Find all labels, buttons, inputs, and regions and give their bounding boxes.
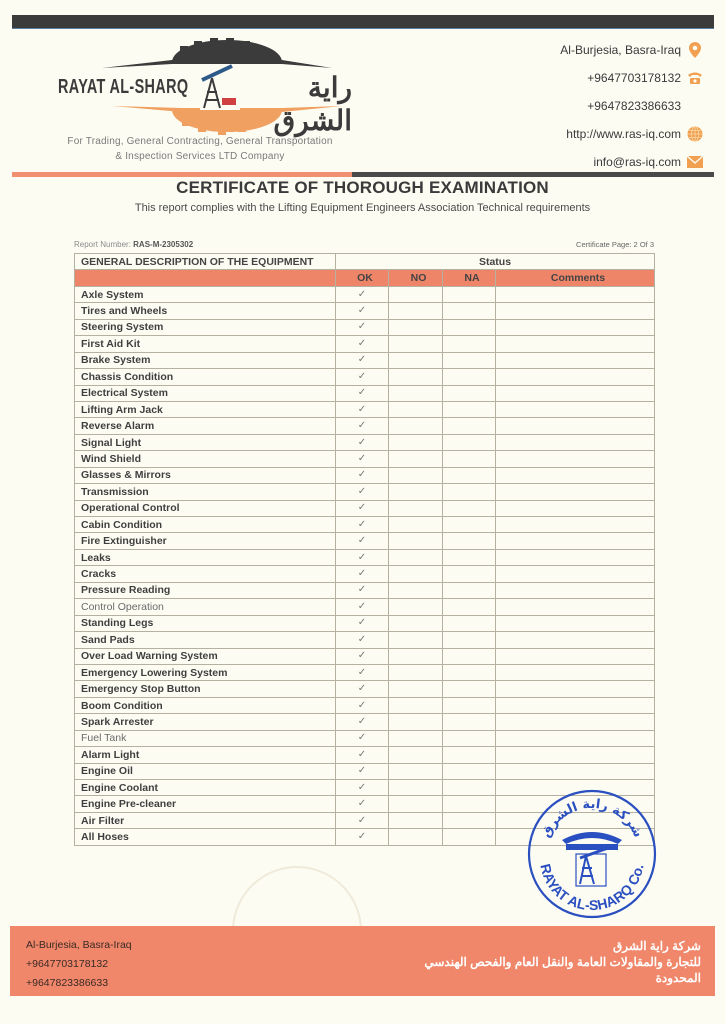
comments-cell: [496, 681, 655, 697]
table-row: [75, 517, 655, 533]
status-na-cell: [443, 681, 496, 697]
status-na-cell: [443, 418, 496, 434]
comments-cell: [496, 500, 655, 516]
status-ok-cell: ✓: [336, 730, 389, 746]
comments-cell: [496, 533, 655, 549]
certificate-title: CERTIFICATE OF THOROUGH EXAMINATION: [176, 178, 549, 197]
status-no-cell: [389, 352, 443, 368]
table-row: [75, 730, 655, 746]
equipment-item-name: Air Filter: [75, 812, 336, 828]
status-ok-cell: ✓: [336, 632, 389, 648]
equipment-item-name: Brake System: [75, 352, 336, 368]
table-row: [75, 434, 655, 450]
certificate-page-number: Certificate Page: 2 Of 3: [576, 240, 654, 249]
status-na-cell: [443, 451, 496, 467]
status-no-cell: [389, 763, 443, 779]
equipment-item-name: Sand Pads: [75, 632, 336, 648]
comments-cell: [496, 697, 655, 713]
table-row: [75, 336, 655, 352]
equipment-rows: [75, 286, 655, 845]
table-row: [75, 500, 655, 516]
equipment-item-name: Emergency Stop Button: [75, 681, 336, 697]
status-no-cell: [389, 500, 443, 516]
company-tagline: [40, 134, 360, 164]
comments-cell: [496, 467, 655, 483]
status-na-cell: [443, 829, 496, 845]
comments-cell: [496, 648, 655, 664]
status-ok-cell: ✓: [336, 385, 389, 401]
status-ok-cell: ✓: [336, 336, 389, 352]
table-row: [75, 303, 655, 319]
status-na-cell: [443, 385, 496, 401]
status-na-cell: [443, 747, 496, 763]
status-na-cell: [443, 533, 496, 549]
contact-info: [473, 36, 703, 176]
status-no-cell: [389, 747, 443, 763]
table-row: [75, 484, 655, 500]
comments-cell: [496, 615, 655, 631]
status-na-cell: [443, 336, 496, 352]
status-na-cell: [443, 484, 496, 500]
status-no-cell: [389, 286, 443, 302]
tagline-line-1: For Trading, General Contracting, General Transportation: [67, 136, 333, 147]
equipment-item-name: Standing Legs: [75, 615, 336, 631]
status-no-cell: [389, 829, 443, 845]
comments-cell: [496, 434, 655, 450]
status-ok-cell: ✓: [336, 549, 389, 565]
website-link[interactable]: http://www.ras-iq.com: [566, 127, 681, 141]
status-na-cell: [443, 352, 496, 368]
table-row: [75, 401, 655, 417]
status-no-cell: [389, 369, 443, 385]
footer-phone-1[interactable]: +9647703178132: [26, 958, 109, 970]
stamp-text-en: RAYAT AL-SHARQ Co.: [537, 862, 647, 914]
envelope-icon: [687, 154, 703, 170]
status-no-cell: [389, 582, 443, 598]
contact-phone-2: [473, 92, 703, 120]
table-row: [75, 319, 655, 335]
equipment-item-name: Engine Oil: [75, 763, 336, 779]
table-row: [75, 714, 655, 730]
status-ok-cell: ✓: [336, 286, 389, 302]
header-ok: OK: [336, 270, 389, 286]
status-no-cell: [389, 681, 443, 697]
status-na-cell: [443, 796, 496, 812]
status-no-cell: [389, 632, 443, 648]
contact-website: [473, 120, 703, 148]
status-ok-cell: ✓: [336, 648, 389, 664]
location-pin-icon: [687, 42, 703, 58]
status-na-cell: [443, 730, 496, 746]
comments-cell: [496, 747, 655, 763]
status-na-cell: [443, 632, 496, 648]
status-no-cell: [389, 385, 443, 401]
status-na-cell: [443, 319, 496, 335]
status-ok-cell: ✓: [336, 500, 389, 516]
status-na-cell: [443, 648, 496, 664]
comments-cell: [496, 385, 655, 401]
status-no-cell: [389, 812, 443, 828]
equipment-item-name: Fuel Tank: [75, 730, 336, 746]
table-row: [75, 451, 655, 467]
equipment-item-name: Control Operation: [75, 599, 336, 615]
status-no-cell: [389, 451, 443, 467]
status-no-cell: [389, 615, 443, 631]
status-na-cell: [443, 303, 496, 319]
header-no: NO: [389, 270, 443, 286]
status-na-cell: [443, 615, 496, 631]
status-ok-cell: ✓: [336, 533, 389, 549]
status-ok-cell: ✓: [336, 780, 389, 796]
equipment-item-name: Reverse Alarm: [75, 418, 336, 434]
equipment-item-name: First Aid Kit: [75, 336, 336, 352]
phone-2-text[interactable]: +9647823386633: [587, 99, 681, 113]
status-no-cell: [389, 418, 443, 434]
footer-arabic-name: [424, 938, 701, 986]
comments-cell: [496, 451, 655, 467]
comments-cell: [496, 418, 655, 434]
equipment-item-name: Cabin Condition: [75, 517, 336, 533]
status-ok-cell: ✓: [336, 582, 389, 598]
status-no-cell: [389, 549, 443, 565]
comments-cell: [496, 484, 655, 500]
table-row: [75, 533, 655, 549]
status-na-cell: [443, 780, 496, 796]
status-na-cell: [443, 812, 496, 828]
footer-bar: [10, 926, 715, 996]
company-name-ar: راية الشرق: [273, 72, 352, 136]
table-row: [75, 681, 655, 697]
telephone-icon: [687, 70, 703, 86]
status-na-cell: [443, 286, 496, 302]
status-no-cell: [389, 796, 443, 812]
status-ok-cell: ✓: [336, 599, 389, 615]
comments-cell: [496, 303, 655, 319]
status-ok-cell: ✓: [336, 484, 389, 500]
footer-address: Al-Burjesia, Basra-Iraq: [26, 939, 132, 951]
certificate-subtitle: This report complies with the Lifting Equipment Engineers Association Technical requirements: [134, 202, 591, 214]
status-no-cell: [389, 664, 443, 680]
status-na-cell: [443, 664, 496, 680]
comments-cell: [496, 369, 655, 385]
equipment-item-name: Wind Shield: [75, 451, 336, 467]
status-no-cell: [389, 780, 443, 796]
equipment-item-name: Boom Condition: [75, 697, 336, 713]
table-row: [75, 369, 655, 385]
status-no-cell: [389, 533, 443, 549]
header-top-bar: [12, 15, 714, 29]
equipment-item-name: Steering System: [75, 319, 336, 335]
company-logo: [52, 36, 352, 136]
equipment-status-table: [74, 253, 655, 846]
equipment-item-name: Axle System: [75, 286, 336, 302]
comments-cell: [496, 632, 655, 648]
email-link[interactable]: info@ras-iq.com: [593, 155, 681, 169]
status-na-cell: [443, 500, 496, 516]
status-ok-cell: ✓: [336, 434, 389, 450]
status-no-cell: [389, 434, 443, 450]
status-na-cell: [443, 599, 496, 615]
status-no-cell: [389, 303, 443, 319]
report-number-value: RAS-M-2305302: [133, 240, 194, 249]
status-no-cell: [389, 467, 443, 483]
status-na-cell: [443, 517, 496, 533]
equipment-item-name: Signal Light: [75, 434, 336, 450]
status-ok-cell: ✓: [336, 517, 389, 533]
table-row: [75, 418, 655, 434]
equipment-item-name: Chassis Condition: [75, 369, 336, 385]
equipment-item-name: Engine Pre-cleaner: [75, 796, 336, 812]
status-no-cell: [389, 319, 443, 335]
status-na-cell: [443, 467, 496, 483]
comments-cell: [496, 517, 655, 533]
equipment-item-name: Engine Coolant: [75, 780, 336, 796]
table-row: [75, 385, 655, 401]
status-na-cell: [443, 566, 496, 582]
table-row: [75, 615, 655, 631]
company-name-en: RAYAT AL-SHARQ: [58, 76, 189, 98]
footer-phone-2[interactable]: +9647823386633: [26, 977, 109, 989]
status-ok-cell: ✓: [336, 303, 389, 319]
report-number: [74, 240, 193, 249]
status-na-cell: [443, 369, 496, 385]
status-ok-cell: ✓: [336, 747, 389, 763]
header-status: Status: [336, 254, 655, 270]
header-separator-orange: [12, 172, 352, 177]
report-number-label: Report Number:: [74, 240, 134, 249]
status-ok-cell: ✓: [336, 615, 389, 631]
table-row: [75, 664, 655, 680]
equipment-item-name: Operational Control: [75, 500, 336, 516]
status-no-cell: [389, 566, 443, 582]
status-no-cell: [389, 730, 443, 746]
status-ok-cell: ✓: [336, 796, 389, 812]
status-ok-cell: ✓: [336, 319, 389, 335]
status-ok-cell: ✓: [336, 829, 389, 845]
equipment-item-name: Alarm Light: [75, 747, 336, 763]
header-separator-dark: [352, 172, 714, 177]
comments-cell: [496, 566, 655, 582]
status-ok-cell: ✓: [336, 369, 389, 385]
comments-cell: [496, 664, 655, 680]
status-na-cell: [443, 582, 496, 598]
footer-ar-line-1: شركة راية الشرق: [612, 939, 701, 953]
comments-cell: [496, 582, 655, 598]
status-no-cell: [389, 401, 443, 417]
table-row: [75, 582, 655, 598]
status-ok-cell: ✓: [336, 664, 389, 680]
header-comments: Comments: [496, 270, 655, 286]
comments-cell: [496, 714, 655, 730]
comments-cell: [496, 319, 655, 335]
status-na-cell: [443, 697, 496, 713]
phone-1-text[interactable]: +9647703178132: [587, 71, 681, 85]
comments-cell: [496, 730, 655, 746]
status-ok-cell: ✓: [336, 451, 389, 467]
status-ok-cell: ✓: [336, 812, 389, 828]
stamp-seal-icon: [526, 788, 658, 920]
status-ok-cell: ✓: [336, 467, 389, 483]
table-row: [75, 549, 655, 565]
equipment-item-name: Electrical System: [75, 385, 336, 401]
contact-address: [473, 36, 703, 64]
equipment-item-name: Glasses & Mirrors: [75, 467, 336, 483]
status-ok-cell: ✓: [336, 763, 389, 779]
status-ok-cell: ✓: [336, 714, 389, 730]
contact-phone-1: [473, 64, 703, 92]
status-no-cell: [389, 697, 443, 713]
footer-ar-line-3: المحدودة: [655, 971, 701, 985]
address-text: Al-Burjesia, Basra-Iraq: [560, 43, 681, 57]
status-na-cell: [443, 714, 496, 730]
comments-cell: [496, 336, 655, 352]
footer-contacts: [26, 936, 132, 993]
status-no-cell: [389, 517, 443, 533]
equipment-item-name: Fire Extinguisher: [75, 533, 336, 549]
comments-cell: [496, 352, 655, 368]
table-row: [75, 352, 655, 368]
status-na-cell: [443, 401, 496, 417]
table-row: [75, 566, 655, 582]
table-row: [75, 467, 655, 483]
table-row: [75, 697, 655, 713]
status-no-cell: [389, 484, 443, 500]
equipment-item-name: Pressure Reading: [75, 582, 336, 598]
status-ok-cell: ✓: [336, 401, 389, 417]
status-no-cell: [389, 336, 443, 352]
table-row: [75, 648, 655, 664]
table-row: [75, 763, 655, 779]
header-na: NA: [443, 270, 496, 286]
company-stamp: [526, 788, 658, 920]
globe-icon: [687, 126, 703, 142]
comments-cell: [496, 549, 655, 565]
equipment-item-name: Lifting Arm Jack: [75, 401, 336, 417]
equipment-item-name: Over Load Warning System: [75, 648, 336, 664]
status-ok-cell: ✓: [336, 697, 389, 713]
status-no-cell: [389, 714, 443, 730]
equipment-item-name: Spark Arrester: [75, 714, 336, 730]
table-row: [75, 632, 655, 648]
equipment-item-name: Tires and Wheels: [75, 303, 336, 319]
blank-icon-spacer: [687, 98, 703, 114]
comments-cell: [496, 401, 655, 417]
header-description: GENERAL DESCRIPTION OF THE EQUIPMENT: [75, 254, 336, 270]
status-na-cell: [443, 434, 496, 450]
comments-cell: [496, 286, 655, 302]
table-row: [75, 599, 655, 615]
equipment-item-name: Emergency Lowering System: [75, 664, 336, 680]
equipment-item-name: Leaks: [75, 549, 336, 565]
status-ok-cell: ✓: [336, 352, 389, 368]
table-row: [75, 747, 655, 763]
equipment-item-name: Transmission: [75, 484, 336, 500]
stamp-text-ar: شركة راية الشرق: [538, 796, 646, 841]
status-na-cell: [443, 549, 496, 565]
status-ok-cell: ✓: [336, 418, 389, 434]
header-blank: [75, 270, 336, 286]
status-na-cell: [443, 763, 496, 779]
comments-cell: [496, 763, 655, 779]
equipment-item-name: All Hoses: [75, 829, 336, 845]
status-no-cell: [389, 648, 443, 664]
status-ok-cell: ✓: [336, 566, 389, 582]
comments-cell: [496, 599, 655, 615]
table-row: [75, 286, 655, 302]
status-no-cell: [389, 599, 443, 615]
status-ok-cell: ✓: [336, 681, 389, 697]
equipment-item-name: Cracks: [75, 566, 336, 582]
footer-ar-line-2: للتجارة والمقاولات العامة والنقل العام والفحص الهندسي: [424, 955, 701, 969]
tagline-line-2: & Inspection Services LTD Company: [115, 151, 285, 162]
